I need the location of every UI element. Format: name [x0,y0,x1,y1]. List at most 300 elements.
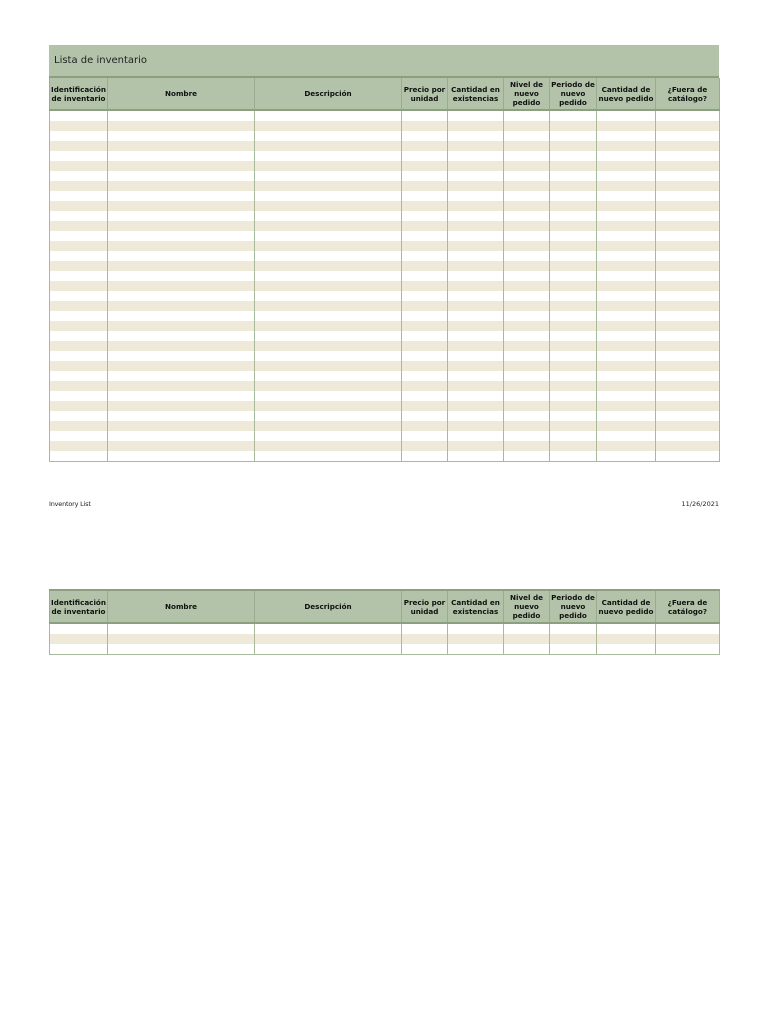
table-cell[interactable] [402,221,448,231]
table-cell[interactable] [108,421,255,431]
table-cell[interactable] [50,361,108,371]
table-cell[interactable] [448,341,504,351]
table-cell[interactable] [402,451,448,462]
table-cell[interactable] [255,381,402,391]
table-cell[interactable] [597,311,656,321]
table-cell[interactable] [656,411,720,421]
table-cell[interactable] [50,171,108,181]
table-cell[interactable] [255,431,402,441]
table-cell[interactable] [550,241,597,251]
table-cell[interactable] [50,201,108,211]
table-cell[interactable] [50,321,108,331]
table-cell[interactable] [402,110,448,121]
table-cell[interactable] [504,291,550,301]
table-cell[interactable] [50,301,108,311]
table-cell[interactable] [255,351,402,361]
table-cell[interactable] [597,351,656,361]
table-cell[interactable] [656,271,720,281]
table-cell[interactable] [597,261,656,271]
table-cell[interactable] [550,391,597,401]
table-cell[interactable] [656,623,720,634]
table-cell[interactable] [402,644,448,655]
table-cell[interactable] [448,121,504,131]
table-cell[interactable] [255,301,402,311]
table-cell[interactable] [504,634,550,644]
table-cell[interactable] [550,161,597,171]
table-cell[interactable] [108,251,255,261]
table-cell[interactable] [402,351,448,361]
table-cell[interactable] [597,361,656,371]
table-cell[interactable] [50,331,108,341]
table-cell[interactable] [550,451,597,462]
table-cell[interactable] [656,431,720,441]
table-cell[interactable] [255,391,402,401]
table-cell[interactable] [597,301,656,311]
table-cell[interactable] [597,401,656,411]
table-cell[interactable] [656,451,720,462]
table-cell[interactable] [108,431,255,441]
table-cell[interactable] [50,241,108,251]
table-cell[interactable] [597,341,656,351]
table-cell[interactable] [597,411,656,421]
table-cell[interactable] [656,331,720,341]
table-cell[interactable] [50,644,108,655]
table-cell[interactable] [504,151,550,161]
table-cell[interactable] [448,401,504,411]
table-cell[interactable] [50,231,108,241]
table-cell[interactable] [448,171,504,181]
table-cell[interactable] [504,271,550,281]
table-cell[interactable] [50,121,108,131]
col-header-id[interactable]: Identificación de inventario [50,590,108,623]
table-cell[interactable] [108,644,255,655]
table-cell[interactable] [50,161,108,171]
table-cell[interactable] [108,623,255,634]
table-cell[interactable] [255,181,402,191]
table-cell[interactable] [550,271,597,281]
col-header-discontinued[interactable]: ¿Fuera de catálogo? [656,78,720,110]
table-cell[interactable] [597,451,656,462]
table-cell[interactable] [50,401,108,411]
table-cell[interactable] [504,441,550,451]
table-cell[interactable] [402,201,448,211]
table-cell[interactable] [255,281,402,291]
table-cell[interactable] [504,381,550,391]
table-cell[interactable] [448,231,504,241]
table-cell[interactable] [255,623,402,634]
table-cell[interactable] [448,381,504,391]
table-cell[interactable] [597,441,656,451]
table-cell[interactable] [504,211,550,221]
table-cell[interactable] [108,241,255,251]
table-cell[interactable] [597,211,656,221]
table-cell[interactable] [255,361,402,371]
table-cell[interactable] [504,371,550,381]
table-cell[interactable] [448,191,504,201]
table-cell[interactable] [255,141,402,151]
table-cell[interactable] [550,331,597,341]
table-cell[interactable] [108,391,255,401]
table-cell[interactable] [656,401,720,411]
table-cell[interactable] [504,201,550,211]
table-cell[interactable] [108,321,255,331]
table-cell[interactable] [402,623,448,634]
table-cell[interactable] [448,221,504,231]
table-cell[interactable] [50,451,108,462]
table-cell[interactable] [504,411,550,421]
table-cell[interactable] [255,121,402,131]
table-cell[interactable] [550,371,597,381]
table-cell[interactable] [550,261,597,271]
table-cell[interactable] [597,271,656,281]
table-cell[interactable] [402,634,448,644]
table-cell[interactable] [597,121,656,131]
col-header-stock-qty[interactable]: Cantidad en existencias [448,590,504,623]
table-cell[interactable] [255,161,402,171]
table-cell[interactable] [402,281,448,291]
table-cell[interactable] [597,421,656,431]
table-cell[interactable] [50,634,108,644]
table-cell[interactable] [597,371,656,381]
table-cell[interactable] [50,110,108,121]
table-cell[interactable] [255,321,402,331]
table-cell[interactable] [656,321,720,331]
table-cell[interactable] [550,211,597,221]
table-cell[interactable] [108,311,255,321]
table-cell[interactable] [550,131,597,141]
table-cell[interactable] [50,281,108,291]
table-cell[interactable] [255,441,402,451]
table-cell[interactable] [402,401,448,411]
table-cell[interactable] [108,331,255,341]
table-cell[interactable] [50,311,108,321]
table-cell[interactable] [255,271,402,281]
table-cell[interactable] [550,401,597,411]
table-cell[interactable] [656,141,720,151]
table-cell[interactable] [597,291,656,301]
table-cell[interactable] [255,251,402,261]
table-cell[interactable] [597,171,656,181]
table-cell[interactable] [504,361,550,371]
table-cell[interactable] [656,171,720,181]
table-cell[interactable] [50,261,108,271]
table-cell[interactable] [108,161,255,171]
table-cell[interactable] [448,281,504,291]
table-cell[interactable] [50,623,108,634]
table-cell[interactable] [550,623,597,634]
table-cell[interactable] [50,351,108,361]
table-cell[interactable] [108,381,255,391]
table-cell[interactable] [448,301,504,311]
table-cell[interactable] [255,151,402,161]
table-cell[interactable] [448,251,504,261]
table-cell[interactable] [550,321,597,331]
table-cell[interactable] [255,291,402,301]
table-cell[interactable] [597,281,656,291]
table-cell[interactable] [50,441,108,451]
table-cell[interactable] [108,441,255,451]
col-header-reorder-qty[interactable]: Cantidad de nuevo pedido [597,590,656,623]
table-cell[interactable] [597,151,656,161]
table-cell[interactable] [402,171,448,181]
table-cell[interactable] [597,644,656,655]
table-cell[interactable] [108,401,255,411]
table-cell[interactable] [504,321,550,331]
table-cell[interactable] [504,110,550,121]
col-header-name[interactable]: Nombre [108,78,255,110]
table-cell[interactable] [50,431,108,441]
table-cell[interactable] [50,341,108,351]
table-cell[interactable] [597,191,656,201]
table-cell[interactable] [504,451,550,462]
table-cell[interactable] [50,221,108,231]
table-cell[interactable] [550,441,597,451]
table-cell[interactable] [50,131,108,141]
table-cell[interactable] [402,311,448,321]
table-cell[interactable] [50,151,108,161]
col-header-name[interactable]: Nombre [108,590,255,623]
table-cell[interactable] [656,110,720,121]
table-cell[interactable] [108,351,255,361]
table-cell[interactable] [656,381,720,391]
table-cell[interactable] [448,181,504,191]
col-header-reorder-period[interactable]: Periodo de nuevo pedido [550,590,597,623]
table-cell[interactable] [597,161,656,171]
table-cell[interactable] [108,361,255,371]
table-cell[interactable] [108,281,255,291]
table-cell[interactable] [255,331,402,341]
table-cell[interactable] [550,141,597,151]
table-cell[interactable] [448,431,504,441]
table-cell[interactable] [255,311,402,321]
table-cell[interactable] [597,431,656,441]
table-cell[interactable] [656,161,720,171]
table-cell[interactable] [50,181,108,191]
table-cell[interactable] [255,241,402,251]
table-cell[interactable] [504,311,550,321]
table-cell[interactable] [550,341,597,351]
table-cell[interactable] [656,281,720,291]
table-cell[interactable] [656,341,720,351]
col-header-stock-qty[interactable]: Cantidad en existencias [448,78,504,110]
table-cell[interactable] [597,181,656,191]
table-cell[interactable] [550,171,597,181]
table-cell[interactable] [504,281,550,291]
table-cell[interactable] [597,241,656,251]
table-cell[interactable] [448,644,504,655]
table-cell[interactable] [550,361,597,371]
table-cell[interactable] [402,331,448,341]
table-cell[interactable] [255,221,402,231]
table-cell[interactable] [550,634,597,644]
table-cell[interactable] [550,251,597,261]
table-cell[interactable] [108,131,255,141]
table-cell[interactable] [255,261,402,271]
table-cell[interactable] [50,191,108,201]
table-cell[interactable] [597,221,656,231]
table-cell[interactable] [597,201,656,211]
table-cell[interactable] [656,361,720,371]
col-header-id[interactable]: Identificación de inventario [50,78,108,110]
table-cell[interactable] [50,271,108,281]
table-cell[interactable] [597,623,656,634]
table-cell[interactable] [656,131,720,141]
table-cell[interactable] [448,241,504,251]
table-cell[interactable] [550,181,597,191]
table-cell[interactable] [504,171,550,181]
col-header-unit-price[interactable]: Precio por unidad [402,590,448,623]
table-cell[interactable] [255,644,402,655]
table-cell[interactable] [597,110,656,121]
table-cell[interactable] [50,291,108,301]
table-cell[interactable] [656,261,720,271]
table-cell[interactable] [504,231,550,241]
table-cell[interactable] [656,121,720,131]
table-cell[interactable] [402,131,448,141]
table-cell[interactable] [448,211,504,221]
table-cell[interactable] [550,431,597,441]
table-cell[interactable] [504,161,550,171]
table-cell[interactable] [108,171,255,181]
table-cell[interactable] [402,341,448,351]
table-cell[interactable] [448,131,504,141]
table-cell[interactable] [448,391,504,401]
col-header-description[interactable]: Descripción [255,590,402,623]
table-cell[interactable] [504,431,550,441]
table-cell[interactable] [255,191,402,201]
table-cell[interactable] [656,441,720,451]
table-cell[interactable] [108,191,255,201]
table-cell[interactable] [504,341,550,351]
table-cell[interactable] [255,131,402,141]
table-cell[interactable] [448,451,504,462]
table-cell[interactable] [108,231,255,241]
table-cell[interactable] [108,291,255,301]
table-cell[interactable] [255,634,402,644]
table-cell[interactable] [448,311,504,321]
table-cell[interactable] [402,411,448,421]
table-cell[interactable] [448,441,504,451]
col-header-reorder-period[interactable]: Periodo de nuevo pedido [550,78,597,110]
table-cell[interactable] [550,381,597,391]
table-cell[interactable] [448,201,504,211]
table-cell[interactable] [108,121,255,131]
table-cell[interactable] [656,391,720,401]
table-cell[interactable] [550,351,597,361]
table-cell[interactable] [50,381,108,391]
table-cell[interactable] [108,110,255,121]
table-cell[interactable] [108,634,255,644]
table-cell[interactable] [550,311,597,321]
table-cell[interactable] [550,231,597,241]
table-cell[interactable] [656,151,720,161]
table-cell[interactable] [255,421,402,431]
table-cell[interactable] [402,291,448,301]
table-cell[interactable] [50,141,108,151]
table-cell[interactable] [402,261,448,271]
table-cell[interactable] [448,161,504,171]
table-cell[interactable] [656,231,720,241]
table-cell[interactable] [597,634,656,644]
table-cell[interactable] [550,421,597,431]
table-cell[interactable] [402,241,448,251]
table-cell[interactable] [550,411,597,421]
table-cell[interactable] [656,634,720,644]
table-cell[interactable] [108,451,255,462]
table-cell[interactable] [550,644,597,655]
table-cell[interactable] [504,251,550,261]
table-cell[interactable] [255,371,402,381]
table-cell[interactable] [656,241,720,251]
table-cell[interactable] [656,301,720,311]
table-cell[interactable] [504,623,550,634]
col-header-reorder-level[interactable]: Nivel de nuevo pedido [504,590,550,623]
table-cell[interactable] [402,321,448,331]
table-cell[interactable] [504,241,550,251]
table-cell[interactable] [504,141,550,151]
table-cell[interactable] [402,441,448,451]
table-cell[interactable] [402,251,448,261]
table-cell[interactable] [597,131,656,141]
table-cell[interactable] [504,191,550,201]
table-cell[interactable] [50,411,108,421]
table-cell[interactable] [108,411,255,421]
table-cell[interactable] [550,121,597,131]
table-cell[interactable] [255,341,402,351]
col-header-reorder-level[interactable]: Nivel de nuevo pedido [504,78,550,110]
table-cell[interactable] [550,110,597,121]
table-cell[interactable] [597,231,656,241]
table-cell[interactable] [50,391,108,401]
col-header-discontinued[interactable]: ¿Fuera de catálogo? [656,590,720,623]
table-cell[interactable] [108,221,255,231]
table-cell[interactable] [402,301,448,311]
table-cell[interactable] [597,141,656,151]
table-cell[interactable] [448,271,504,281]
table-cell[interactable] [108,181,255,191]
table-cell[interactable] [504,121,550,131]
table-cell[interactable] [550,301,597,311]
table-cell[interactable] [656,371,720,381]
table-cell[interactable] [550,291,597,301]
table-cell[interactable] [255,110,402,121]
table-cell[interactable] [255,201,402,211]
table-cell[interactable] [550,201,597,211]
table-cell[interactable] [108,271,255,281]
table-cell[interactable] [504,351,550,361]
table-cell[interactable] [597,321,656,331]
table-cell[interactable] [504,331,550,341]
table-cell[interactable] [402,371,448,381]
table-cell[interactable] [550,281,597,291]
table-cell[interactable] [402,381,448,391]
table-cell[interactable] [50,211,108,221]
table-cell[interactable] [402,431,448,441]
table-cell[interactable] [597,391,656,401]
table-cell[interactable] [448,110,504,121]
table-cell[interactable] [597,381,656,391]
table-cell[interactable] [448,351,504,361]
table-cell[interactable] [504,261,550,271]
table-cell[interactable] [402,161,448,171]
table-cell[interactable] [448,261,504,271]
table-cell[interactable] [50,251,108,261]
table-cell[interactable] [448,331,504,341]
table-cell[interactable] [448,151,504,161]
table-cell[interactable] [402,231,448,241]
table-cell[interactable] [402,191,448,201]
table-cell[interactable] [402,271,448,281]
